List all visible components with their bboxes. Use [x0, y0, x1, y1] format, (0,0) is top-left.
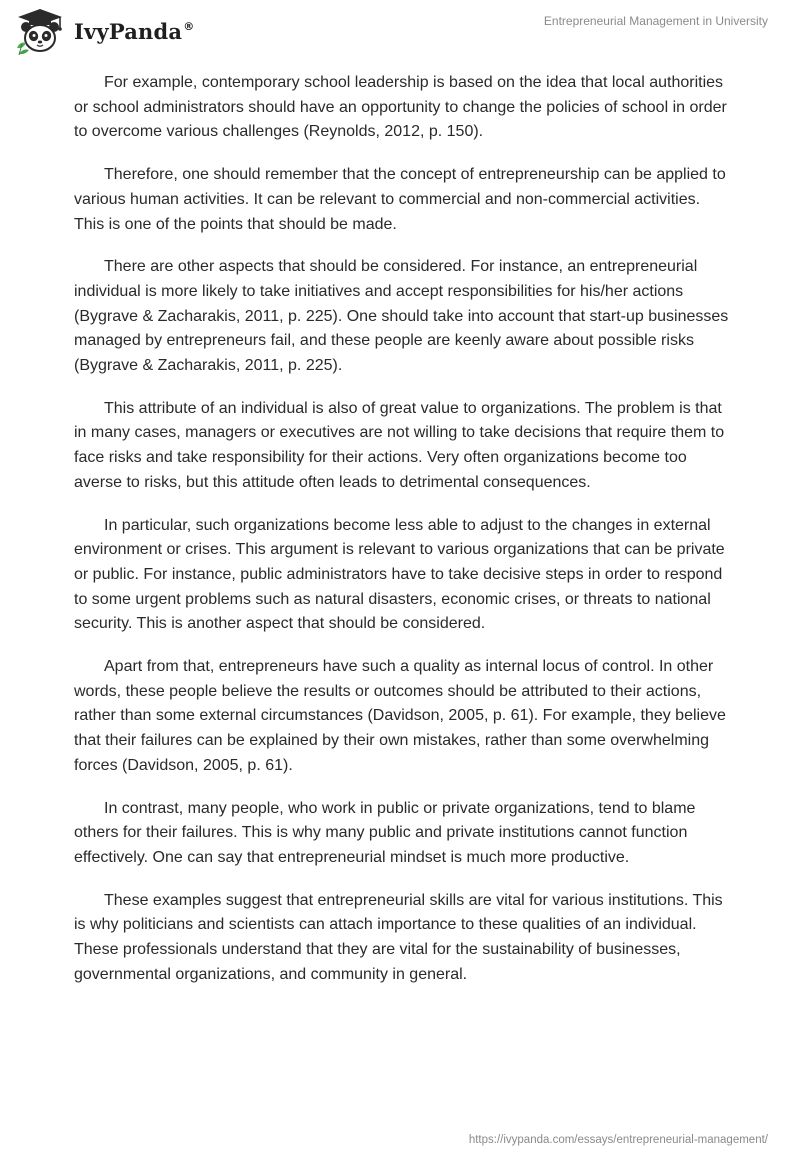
panda-graduate-icon: [14, 8, 66, 56]
paragraph: There are other aspects that should be considered. For instance, an entrepreneurial individual is more likely to take initiatives and accept responsibilities for his/her actions (Bygrave & Zacharakis, 2011, p. 225). One should take into account that start-up businesses managed by entrepreneurs fail, and these people are keenly aware about possible risks (Bygrave & Zacharakis, 2011, p. 225).: [74, 258, 729, 375]
brand-name: [74, 19, 194, 44]
paragraph: For example, contemporary school leadership is based on the idea that local authorities or school administrators should have an opportunity to change the policies of school in order to overcome various challenges (Reynolds, 2012, p. 150).: [74, 74, 727, 141]
paragraph: These examples suggest that entrepreneurial skills are vital for various institutions. This is why politicians and scientists can attach importance to these qualities of an individual. These professionals understand that they are vital for the sustainability of businesses, governmental organizations, and community in general.: [74, 891, 723, 983]
brand-name-text: IvyPanda: [74, 18, 183, 44]
source-url[interactable]: https://ivypanda.com/essays/entrepreneurial-management/: [468, 1134, 768, 1146]
registered-mark: ®: [183, 19, 195, 33]
essay-body: [74, 71, 734, 1006]
paragraph: This attribute of an individual is also of great value to organizations. The problem is that in many cases, managers or executives are not willing to take decisions that require them to face risks and take responsibility for their actions. Very often organizations become too averse to risks, but this attitude often leads to detrimental consequences.: [74, 399, 725, 491]
page-header: [0, 0, 800, 60]
paragraph: In particular, such organizations become less able to adjust to the changes in external environment or crises. This argument is relevant to various organizations that can be private or public. For instance, public administrators have to take decisive steps in order to respond to some urgent problems such as natural disasters, economic crises, or threats to national security. This is another aspect that should be considered.: [74, 516, 725, 633]
paragraph: Therefore, one should remember that the concept of entrepreneurship can be applied to various human activities. It can be relevant to commercial and non-commercial activities. This is one of the points that should be made.: [74, 166, 726, 233]
document-title: Entrepreneurial Management in University: [543, 14, 768, 28]
paragraph: In contrast, many people, who work in public or private organizations, tend to blame others for their failures. This is why many public and private institutions cannot function effectively. One can say that entrepreneurial mindset is much more productive.: [74, 799, 696, 866]
paragraph: Apart from that, entrepreneurs have such a quality as internal locus of control. In other words, these people believe the results or outcomes should be attributed to their actions, rather than some external circumstances (Davidson, 2005, p. 61). For example, they believe that their failures can be explained by their own mistakes, rather than some overwhelming forces (Davidson, 2005, p. 61).: [74, 658, 726, 774]
ivypanda-logo[interactable]: [14, 8, 194, 56]
